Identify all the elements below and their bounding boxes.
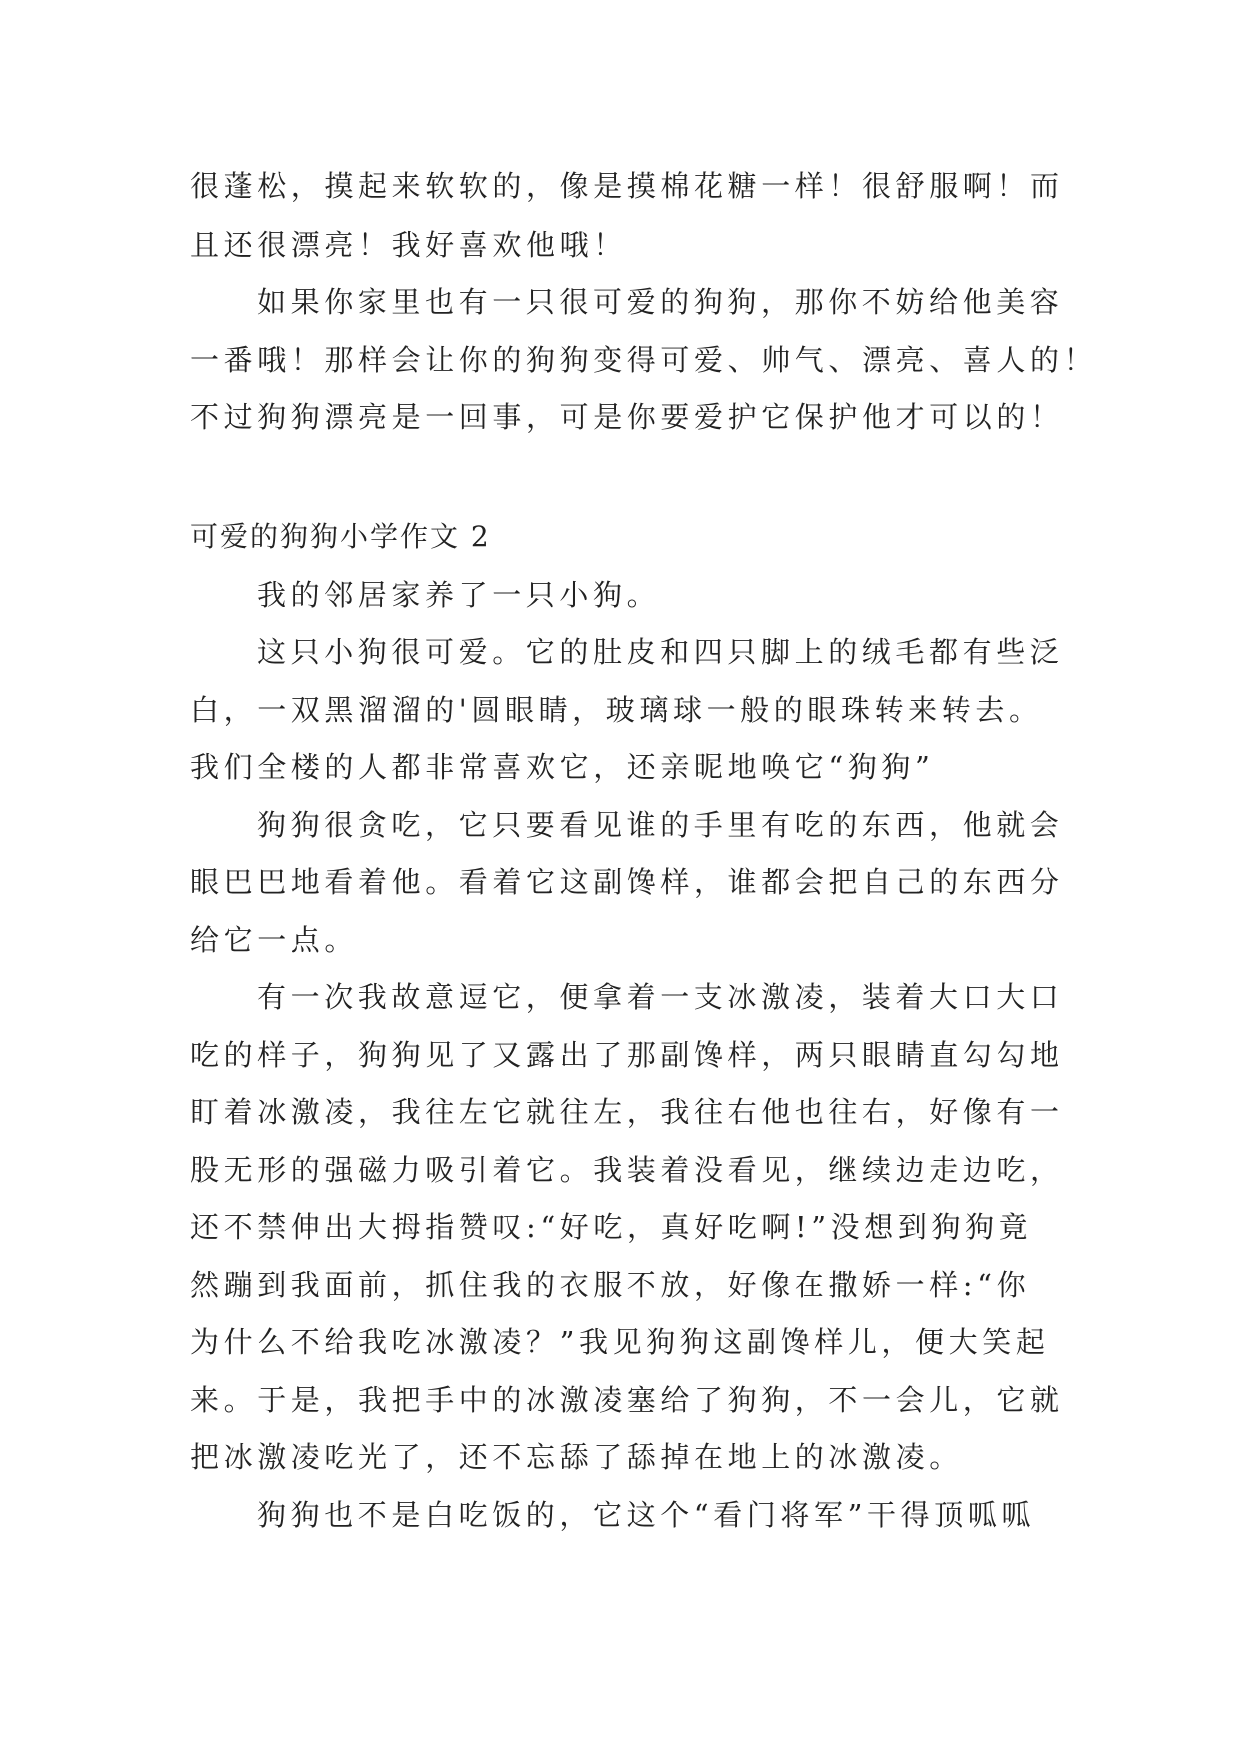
section-heading: 可爱的狗狗小学作文 2 <box>190 520 491 553</box>
text-line: 然蹦到我面前，抓住我的衣服不放，好像在撒娇一样:“你 <box>190 1268 1031 1302</box>
paragraph-first-line: 如果你家里也有一只很可爱的狗狗，那你不妨给他美容 <box>257 285 1064 319</box>
text-line: 很蓬松，摸起来软软的，像是摸棉花糖一样！很舒服啊！而 <box>190 169 1064 203</box>
text-line: 吃的样子，狗狗见了又露出了那副馋样，两只眼睛直勾勾地 <box>190 1038 1064 1072</box>
paragraph-first-line: 我的邻居家养了一只小狗。 <box>257 578 661 612</box>
paragraph-first-line: 狗狗很贪吃，它只要看见谁的手里有吃的东西，他就会 <box>257 808 1064 842</box>
text-line: 把冰激凌吃光了，还不忘舔了舔掉在地上的冰激凌。 <box>190 1440 963 1474</box>
text-line: 盯着冰激凌，我往左它就往左，我往右他也往右，好像有一 <box>190 1095 1064 1129</box>
paragraph-first-line: 这只小狗很可爱。它的肚皮和四只脚上的绒毛都有些泛 <box>257 635 1064 669</box>
text-line: 眼巴巴地看着他。看着它这副馋样，谁都会把自己的东西分 <box>190 865 1064 899</box>
text-line: 给它一点。 <box>190 923 359 957</box>
text-line: 且还很漂亮！我好喜欢他哦！ <box>190 228 627 262</box>
paragraph-first-line: 狗狗也不是白吃饭的，它这个“看门将军”干得顶呱呱 <box>257 1498 1036 1532</box>
text-line: 还不禁伸出大拇指赞叹:“好吃，真好吃啊!”没想到狗狗竟 <box>190 1210 1033 1244</box>
text-line: 为什么不给我吃冰激凌？”我见狗狗这副馋样儿，便大笑起 <box>190 1325 1050 1359</box>
text-line: 股无形的强磁力吸引着它。我装着没看见，继续边走边吃， <box>190 1153 1064 1187</box>
text-line: 白，一双黑溜溜的'圆眼睛，玻璃球一般的眼珠转来转去。 <box>190 693 1043 727</box>
paragraph-first-line: 有一次我故意逗它，便拿着一支冰激凌，装着大口大口 <box>257 980 1064 1014</box>
text-line: 我们全楼的人都非常喜欢它，还亲昵地唤它“狗狗” <box>190 750 935 784</box>
text-line: 不过狗狗漂亮是一回事，可是你要爱护它保护他才可以的！ <box>190 400 1064 434</box>
text-line: 一番哦！那样会让你的狗狗变得可爱、帅气、漂亮、喜人的！ <box>190 343 1098 377</box>
text-line: 来。于是，我把手中的冰激凌塞给了狗狗，不一会儿，它就 <box>190 1383 1064 1417</box>
